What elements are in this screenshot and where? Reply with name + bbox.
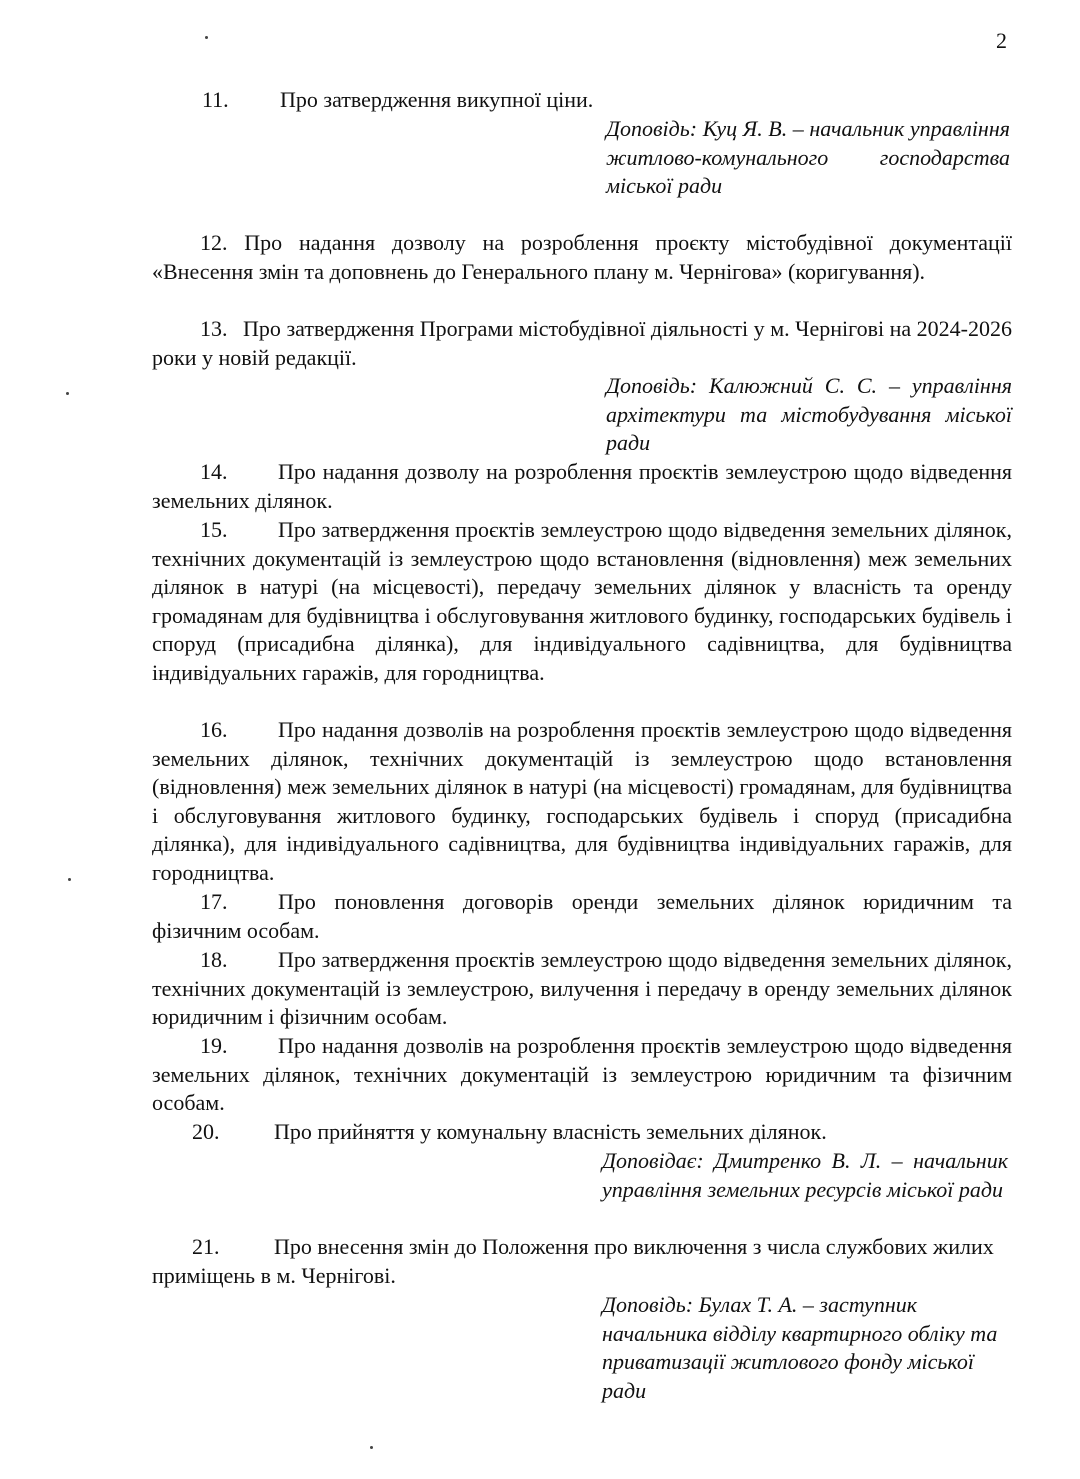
- agenda-item-17: [152, 888, 1012, 945]
- item-text: Про надання дозволу на розроблення проєктів землеустрою щодо відведення земельних ділянок.: [152, 459, 1012, 513]
- agenda-item-14: [152, 458, 1012, 515]
- item-text: Про затвердження проєктів землеустрою щодо відведення земельних ділянок, технічних документацій із землеустрою щодо встановлення (відновлення) меж земельних ділянок в натурі (на місцевості), передачу земельних ділянок у власність та оренду громадянам для будівництва і обслуговування житлового будинку, господарських будівель і споруд (присадибна ділянка), для індивідуального садівництва, для будівництва індивідуальних гаражів, для городництва.: [152, 517, 1012, 685]
- item-number: 18.: [200, 947, 228, 972]
- item-text: Про надання дозволу на розроблення проєкту містобудівної документації «Внесення змін та доповнень до Генерального плану м. Чернігова» (коригування).: [152, 230, 1012, 284]
- scan-speck: [205, 36, 208, 39]
- scan-speck: [68, 878, 71, 881]
- report-kaliuzhnyi: Доповідь: Калюжний С. С. – управління архітектури та містобудування міської ради: [606, 373, 1012, 456]
- report-kuts: Доповідь: Куц Я. В. – начальник управління житлово-комунального господарства міської ради: [606, 116, 1010, 199]
- agenda-item-15: [152, 516, 1012, 688]
- scan-speck: [66, 392, 69, 395]
- scan-speck: [370, 1446, 373, 1449]
- item-number: 13.: [200, 316, 228, 341]
- agenda-item-12: [152, 229, 1012, 286]
- agenda-item-19: [152, 1032, 1012, 1118]
- item-text: Про поновлення договорів оренди земельних ділянок юридичним та фізичним особам.: [152, 889, 1012, 943]
- item-number: 21.: [192, 1234, 220, 1259]
- agenda-item-18: [152, 946, 1012, 1032]
- report-bulakh: Доповідь: Булах Т. А. – заступник начальника відділу квартирного обліку та приватизації житлового фонду міської ради: [602, 1292, 998, 1403]
- item-number: 17.: [200, 889, 228, 914]
- item-number: 19.: [200, 1033, 228, 1058]
- item-text: Про внесення змін до Положення про виключення з числа службових жилих приміщень в м. Чернігові.: [152, 1234, 994, 1288]
- item-number: 15.: [200, 517, 228, 542]
- item-text: Про затвердження проєктів землеустрою щодо відведення земельних ділянок, технічних документацій із землеустрою, вилучення і передачу в оренду земельних ділянок юридичним і фізичним особам.: [152, 947, 1012, 1030]
- item-text: Про затвердження викупної ціни.: [280, 87, 594, 112]
- agenda-item-16: [152, 716, 1012, 888]
- item-number: 14.: [200, 459, 228, 484]
- item-text: Про прийняття у комунальну власність земельних ділянок.: [274, 1119, 827, 1144]
- page-number: 2: [996, 28, 1007, 53]
- item-number: 16.: [200, 717, 228, 742]
- agenda-item-20: [152, 1118, 1012, 1147]
- item-text: Про затвердження Програми містобудівної діяльності у м. Чернігові на 2024-2026 роки у новій редакції.: [152, 316, 1012, 370]
- item-text: Про надання дозволів на розроблення проєктів землеустрою щодо відведення земельних ділянок, технічних документацій із землеустрою юридичним та фізичним особам.: [152, 1033, 1012, 1116]
- item-text: Про надання дозволів на розроблення проєктів землеустрою щодо відведення земельних ділянок, технічних документацій із землеустрою щодо встановлення (відновлення) меж земельних ділянок в натурі (на місцевості) громадянам, для будівництва і обслуговування житлового будинку, господарських будівель і споруд (присадибна ділянка), для індивідуального садівництва, для будівництва індивідуальних гаражів, для городництва.: [152, 717, 1012, 885]
- report-dmytrenko: Доповідає: Дмитренко В. Л. – начальник управління земельних ресурсів міської ради: [602, 1148, 1008, 1202]
- agenda-item-11: [152, 86, 1012, 115]
- agenda-item-21: [152, 1233, 1012, 1290]
- agenda-item-13: [152, 315, 1012, 372]
- item-number: 12.: [200, 230, 228, 255]
- item-number: 20.: [192, 1119, 220, 1144]
- item-number: 11.: [202, 87, 229, 112]
